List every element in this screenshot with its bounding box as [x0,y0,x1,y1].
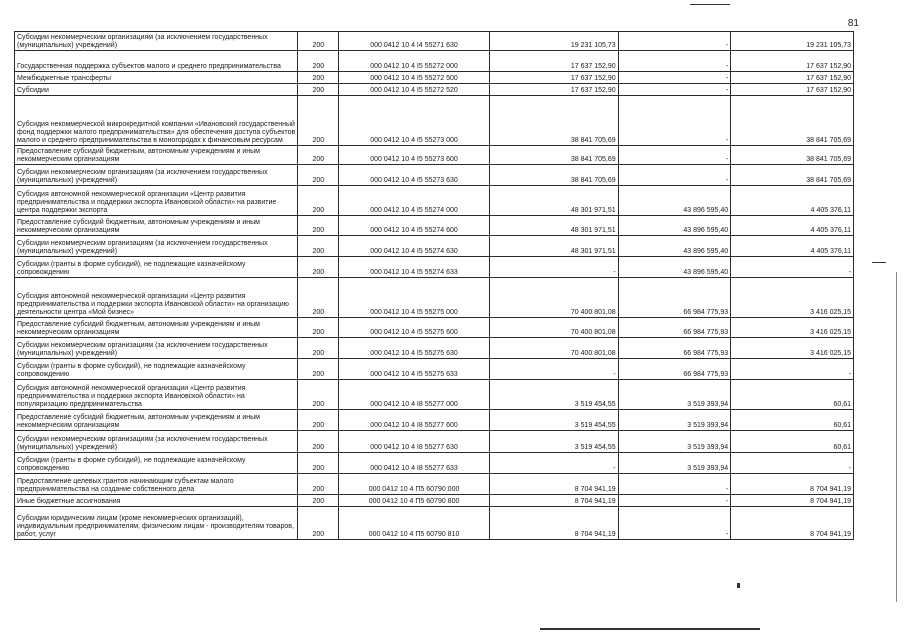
row-executed: - [618,165,731,186]
row-unexecuted: 3 416 025,15 [731,338,854,359]
row-approved: 38 841 705,69 [489,96,618,146]
row-unexecuted: 38 841 705,69 [731,165,854,186]
table-row [15,72,854,84]
row-name: Субсидия автономной некоммерческой организации «Центр развития предпринимательства и поддержки экспорта Ивановской области» на организацию деятельности центра «Мой бизнес» [15,278,298,318]
row-unexecuted: 17 637 152,90 [731,84,854,96]
row-executed: 43 896 595,40 [618,186,731,216]
row-unexecuted: 17 637 152,90 [731,72,854,84]
row-executed: - [618,32,731,51]
row-executed: - [618,495,731,507]
row-unexecuted: 4 405 376,11 [731,216,854,236]
scan-mark-dot [737,583,740,588]
row-name: Субсидии некоммерческим организациям (за исключением государственных (муниципальных) учреждений) [15,165,298,186]
table-row [15,453,854,474]
row-approved: 70 400 801,08 [489,338,618,359]
row-unexecuted: 17 637 152,90 [731,51,854,72]
row-name: Иные бюджетные ассигнования [15,495,298,507]
row-unexecuted: 3 416 025,15 [731,318,854,338]
table-row [15,51,854,72]
row-code: 200 [298,318,339,338]
row-code: 200 [298,236,339,257]
row-code: 200 [298,453,339,474]
row-unexecuted: 8 704 941,19 [731,507,854,540]
row-unexecuted: - [731,257,854,278]
row-name: Субсидии (гранты в форме субсидий), не подлежащие казначейскому сопровождению [15,257,298,278]
row-code: 200 [298,32,339,51]
row-unexecuted: 8 704 941,19 [731,495,854,507]
row-executed: 3 519 393,94 [618,453,731,474]
row-name: Субсидии некоммерческим организациям (за исключением государственных (муниципальных) учреждений) [15,236,298,257]
row-code: 200 [298,474,339,495]
table-row [15,495,854,507]
row-approved: 70 400 801,08 [489,278,618,318]
row-approved: 48 301 971,51 [489,186,618,216]
row-name: Межбюджетные трансферты [15,72,298,84]
row-name: Предоставление целевых грантов начинающим субъектам малого предпринимательства на создание собственного дела [15,474,298,495]
row-approved: 3 519 454,55 [489,410,618,431]
row-approved: 17 637 152,90 [489,72,618,84]
row-code: 200 [298,278,339,318]
row-name: Субсидия автономной некоммерческой организации «Центр развития предпринимательства и поддержки экспорта Ивановской области» на развитие центра поддержки экспорта [15,186,298,216]
row-name: Субсидия автономной некоммерческой организации «Центр развития предпринимательства и поддержки экспорта Ивановской области» на популяризацию предпринимательства [15,380,298,410]
table-row [15,216,854,236]
table-row [15,32,854,51]
row-unexecuted: 19 231 105,73 [731,32,854,51]
table-row [15,474,854,495]
table-row [15,257,854,278]
row-kbk: 000 0412 10 4 I5 55275 633 [339,359,489,380]
row-name: Государственная поддержка субъектов малого и среднего предпринимательства [15,51,298,72]
row-unexecuted: 38 841 705,69 [731,146,854,165]
row-executed: - [618,72,731,84]
row-executed: 3 519 393,94 [618,410,731,431]
table-row [15,236,854,257]
row-name: Субсидии (гранты в форме субсидий), не подлежащие казначейскому сопровождению [15,359,298,380]
row-unexecuted: 4 405 376,11 [731,186,854,216]
row-kbk: 000 0412 10 4 П5 60790 800 [339,495,489,507]
row-executed: - [618,84,731,96]
row-kbk: 000 0412 10 4 I5 55273 600 [339,146,489,165]
table-row [15,318,854,338]
scan-mark-top [690,4,730,5]
row-unexecuted: 3 416 025,15 [731,278,854,318]
row-approved: 48 301 971,51 [489,216,618,236]
row-kbk: 000 0412 10 4 I5 55273 000 [339,96,489,146]
row-name: Предоставление субсидий бюджетным, автономным учреждениям и иным некоммерческим организациям [15,216,298,236]
row-name: Субсидии некоммерческим организациям (за исключением государственных (муниципальных) учреждений) [15,431,298,453]
row-name: Предоставление субсидий бюджетным, автономным учреждениям и иным некоммерческим организациям [15,318,298,338]
budget-report-table [14,31,854,540]
row-approved: 17 637 152,90 [489,84,618,96]
table-row [15,165,854,186]
row-approved: 48 301 971,51 [489,236,618,257]
row-executed: - [618,51,731,72]
table-row [15,278,854,318]
table-row [15,146,854,165]
row-kbk: 000 0412 10 4 I4 55271 630 [339,32,489,51]
row-kbk: 000 0412 10 4 I5 55275 600 [339,318,489,338]
row-unexecuted: 38 841 705,69 [731,96,854,146]
row-kbk: 000 0412 10 4 I5 55274 633 [339,257,489,278]
table-row [15,410,854,431]
table-row [15,84,854,96]
row-approved: 8 704 941,19 [489,474,618,495]
row-kbk: 000 0412 10 4 I5 55272 520 [339,84,489,96]
row-name: Субсидии [15,84,298,96]
scan-mark-margin [872,262,886,263]
row-approved: 8 704 941,19 [489,495,618,507]
row-unexecuted: 60,61 [731,380,854,410]
row-name: Субсидия некоммерческой микрокредитной компании «Ивановский государственный фонд поддержки малого предпринимательства» для обеспечения доступа субъектов малого и среднего предпринимательства в моногородах к финансовым ресурсам [15,96,298,146]
row-kbk: 000 0412 10 4 I8 55277 600 [339,410,489,431]
row-approved: 8 704 941,19 [489,507,618,540]
row-executed: 66 984 775,93 [618,359,731,380]
row-code: 200 [298,507,339,540]
row-kbk: 000 0412 10 4 I5 55272 000 [339,51,489,72]
row-name: Субсидии некоммерческим организациям (за исключением государственных (муниципальных) учреждений) [15,338,298,359]
row-code: 200 [298,380,339,410]
row-code: 200 [298,84,339,96]
row-code: 200 [298,165,339,186]
row-executed: 3 519 393,94 [618,431,731,453]
row-code: 200 [298,72,339,84]
row-code: 200 [298,431,339,453]
table-row [15,507,854,540]
row-kbk: 000 0412 10 4 I5 55275 630 [339,338,489,359]
row-executed: 43 896 595,40 [618,216,731,236]
row-kbk: 000 0412 10 4 I8 55277 633 [339,453,489,474]
row-unexecuted: 60,61 [731,431,854,453]
row-executed: 66 984 775,93 [618,318,731,338]
row-kbk: 000 0412 10 4 П5 60790 810 [339,507,489,540]
row-kbk: 000 0412 10 4 I8 55277 000 [339,380,489,410]
table-row [15,96,854,146]
row-approved: 38 841 705,69 [489,165,618,186]
table-row [15,380,854,410]
row-executed: 66 984 775,93 [618,278,731,318]
row-kbk: 000 0412 10 4 I5 55274 000 [339,186,489,216]
table-row [15,338,854,359]
row-name: Предоставление субсидий бюджетным, автономным учреждениям и иным некоммерческим организациям [15,410,298,431]
row-code: 200 [298,51,339,72]
table-row [15,359,854,380]
row-name: Предоставление субсидий бюджетным, автономным учреждениям и иным некоммерческим организациям [15,146,298,165]
page-number: 81 [847,18,859,29]
scan-mark-bottom [540,628,760,630]
row-approved: 17 637 152,90 [489,51,618,72]
row-code: 200 [298,216,339,236]
row-executed: - [618,96,731,146]
row-approved: 70 400 801,08 [489,318,618,338]
table-row [15,431,854,453]
row-approved: 3 519 454,55 [489,380,618,410]
row-code: 200 [298,338,339,359]
row-executed: 66 984 775,93 [618,338,731,359]
row-executed: - [618,146,731,165]
row-approved: - [489,359,618,380]
row-approved: 3 519 454,55 [489,431,618,453]
row-unexecuted: 60,61 [731,410,854,431]
row-unexecuted: 8 704 941,19 [731,474,854,495]
row-kbk: 000 0412 10 4 I5 55274 630 [339,236,489,257]
row-executed: 3 519 393,94 [618,380,731,410]
row-unexecuted: - [731,453,854,474]
row-kbk: 000 0412 10 4 П5 60790 000 [339,474,489,495]
row-code: 200 [298,410,339,431]
row-kbk: 000 0412 10 4 I8 55277 630 [339,431,489,453]
row-code: 200 [298,359,339,380]
row-kbk: 000 0412 10 4 I5 55275 000 [339,278,489,318]
row-name: Субсидии (гранты в форме субсидий), не подлежащие казначейскому сопровождению [15,453,298,474]
row-approved: 19 231 105,73 [489,32,618,51]
row-executed: 43 896 595,40 [618,257,731,278]
row-kbk: 000 0412 10 4 I5 55274 600 [339,216,489,236]
row-executed: - [618,507,731,540]
row-name: Субсидии юридическим лицам (кроме некоммерческих организаций), индивидуальным предпринимателям, физическим лицам - производителям товаров, работ, услуг [15,507,298,540]
row-code: 200 [298,495,339,507]
row-kbk: 000 0412 10 4 I5 55273 630 [339,165,489,186]
row-name: Субсидии некоммерческим организациям (за исключением государственных (муниципальных) учреждений) [15,32,298,51]
row-unexecuted: 4 405 376,11 [731,236,854,257]
row-unexecuted: - [731,359,854,380]
table-row [15,186,854,216]
row-code: 200 [298,146,339,165]
row-executed: 43 896 595,40 [618,236,731,257]
scan-mark-edge [896,272,897,602]
row-kbk: 000 0412 10 4 I5 55272 500 [339,72,489,84]
row-code: 200 [298,257,339,278]
row-code: 200 [298,96,339,146]
row-approved: 38 841 705,69 [489,146,618,165]
row-approved: - [489,453,618,474]
row-approved: - [489,257,618,278]
row-code: 200 [298,186,339,216]
row-executed: - [618,474,731,495]
